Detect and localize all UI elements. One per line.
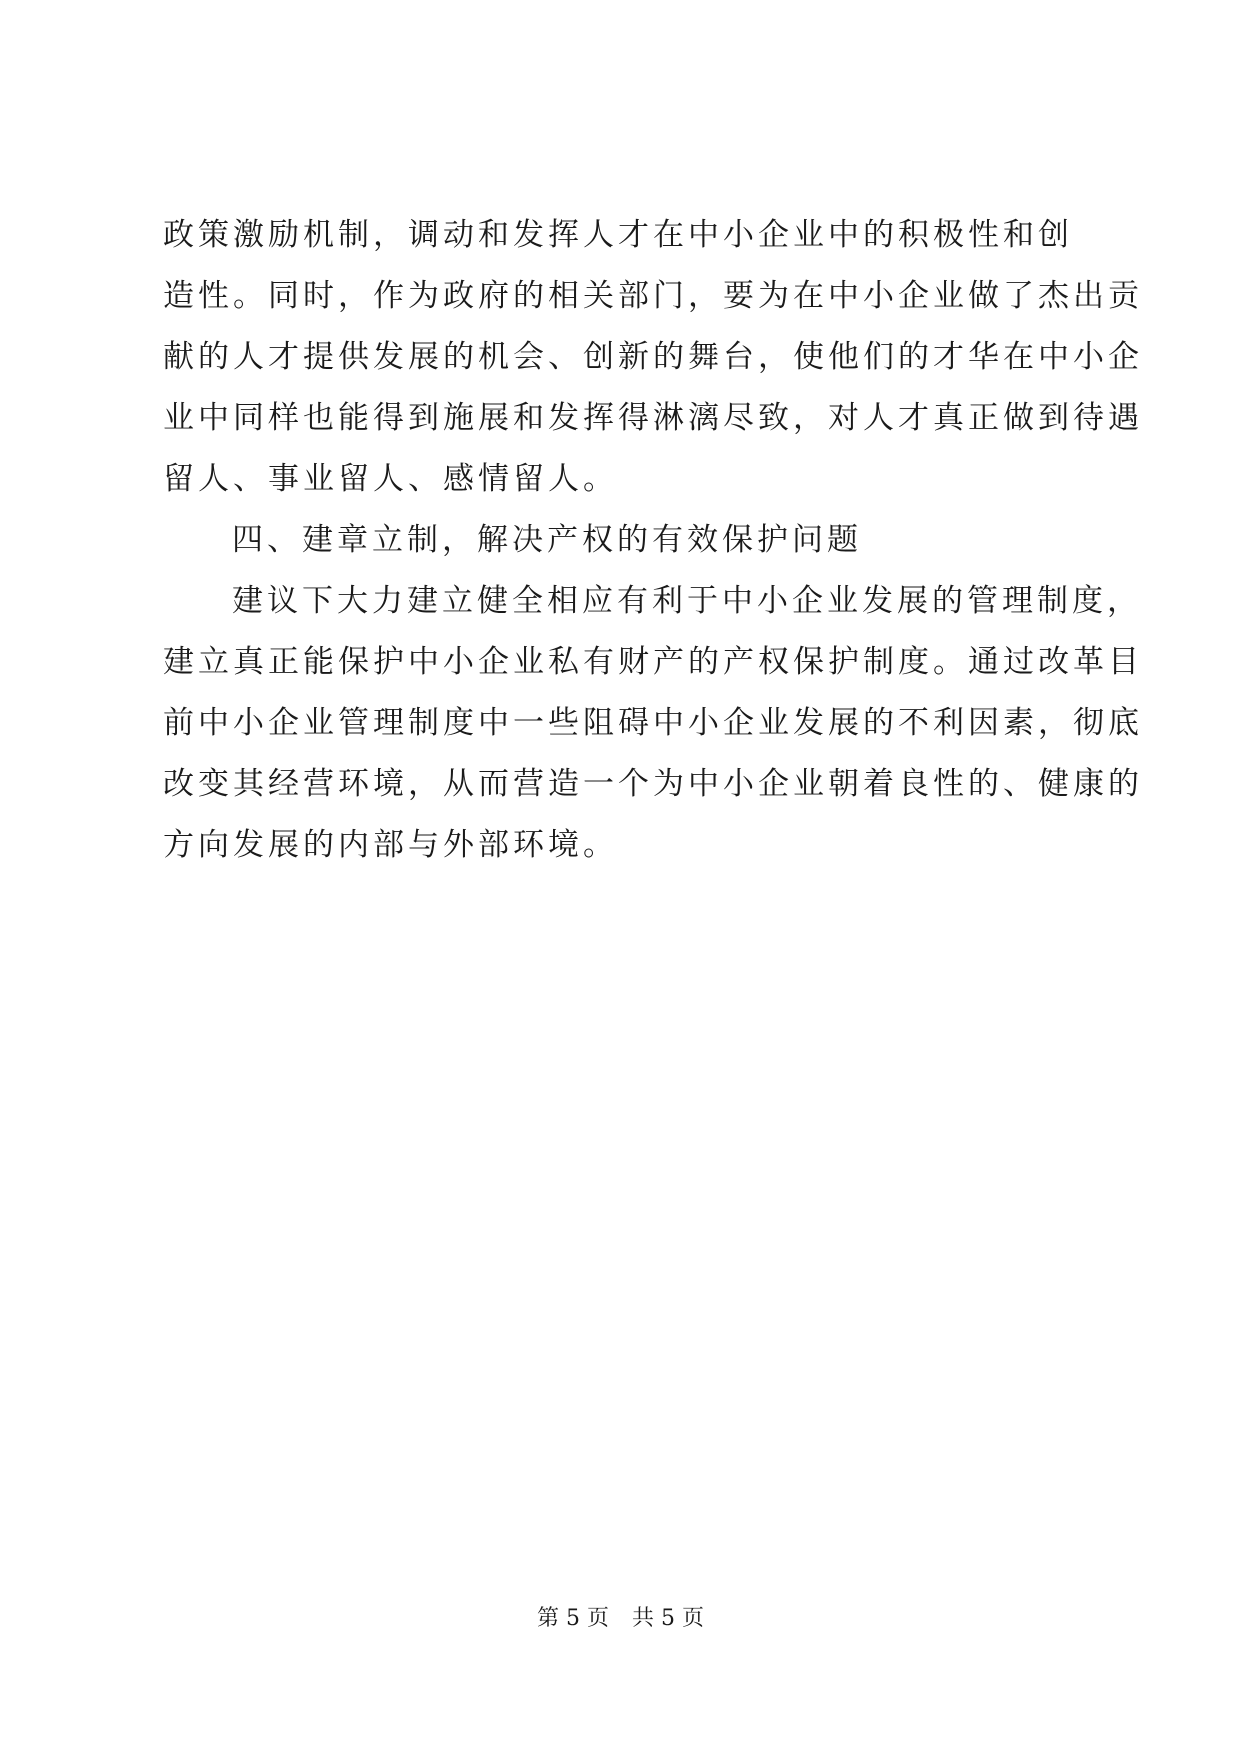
page-footer bbox=[0, 1604, 1241, 1634]
text-line: 方向发展的内部与外部环境。 bbox=[163, 827, 618, 863]
page-number: 第 5 页 bbox=[537, 1606, 609, 1631]
text-line: 建立真正能保护中小企业私有财产的产权保护制度。通过改革目 bbox=[163, 644, 1143, 680]
text-line: 政策激励机制，调动和发挥人才在中小企业中的积极性和创 bbox=[163, 217, 1073, 253]
text-line: 留人、事业留人、感情留人。 bbox=[163, 461, 618, 497]
text-line: 前中小企业管理制度中一些阻碍中小企业发展的不利因素，彻底 bbox=[163, 705, 1143, 741]
text-line: 献的人才提供发展的机会、创新的舞台，使他们的才华在中小企 bbox=[163, 339, 1143, 375]
text-line: 改变其经营环境，从而营造一个为中小企业朝着良性的、健康的 bbox=[163, 766, 1143, 802]
text-line: 造性。同时，作为政府的相关部门，要为在中小企业做了杰出贡 bbox=[163, 278, 1143, 314]
text-line: 业中同样也能得到施展和发挥得淋漓尽致，对人才真正做到待遇 bbox=[163, 400, 1143, 436]
document-body bbox=[163, 205, 1143, 876]
section-heading: 四、建章立制，解决产权的有效保护问题 bbox=[232, 522, 862, 558]
text-line: 建议下大力建立健全相应有利于中小企业发展的管理制度， bbox=[232, 583, 1142, 619]
page-total: 共 5 页 bbox=[632, 1606, 704, 1631]
